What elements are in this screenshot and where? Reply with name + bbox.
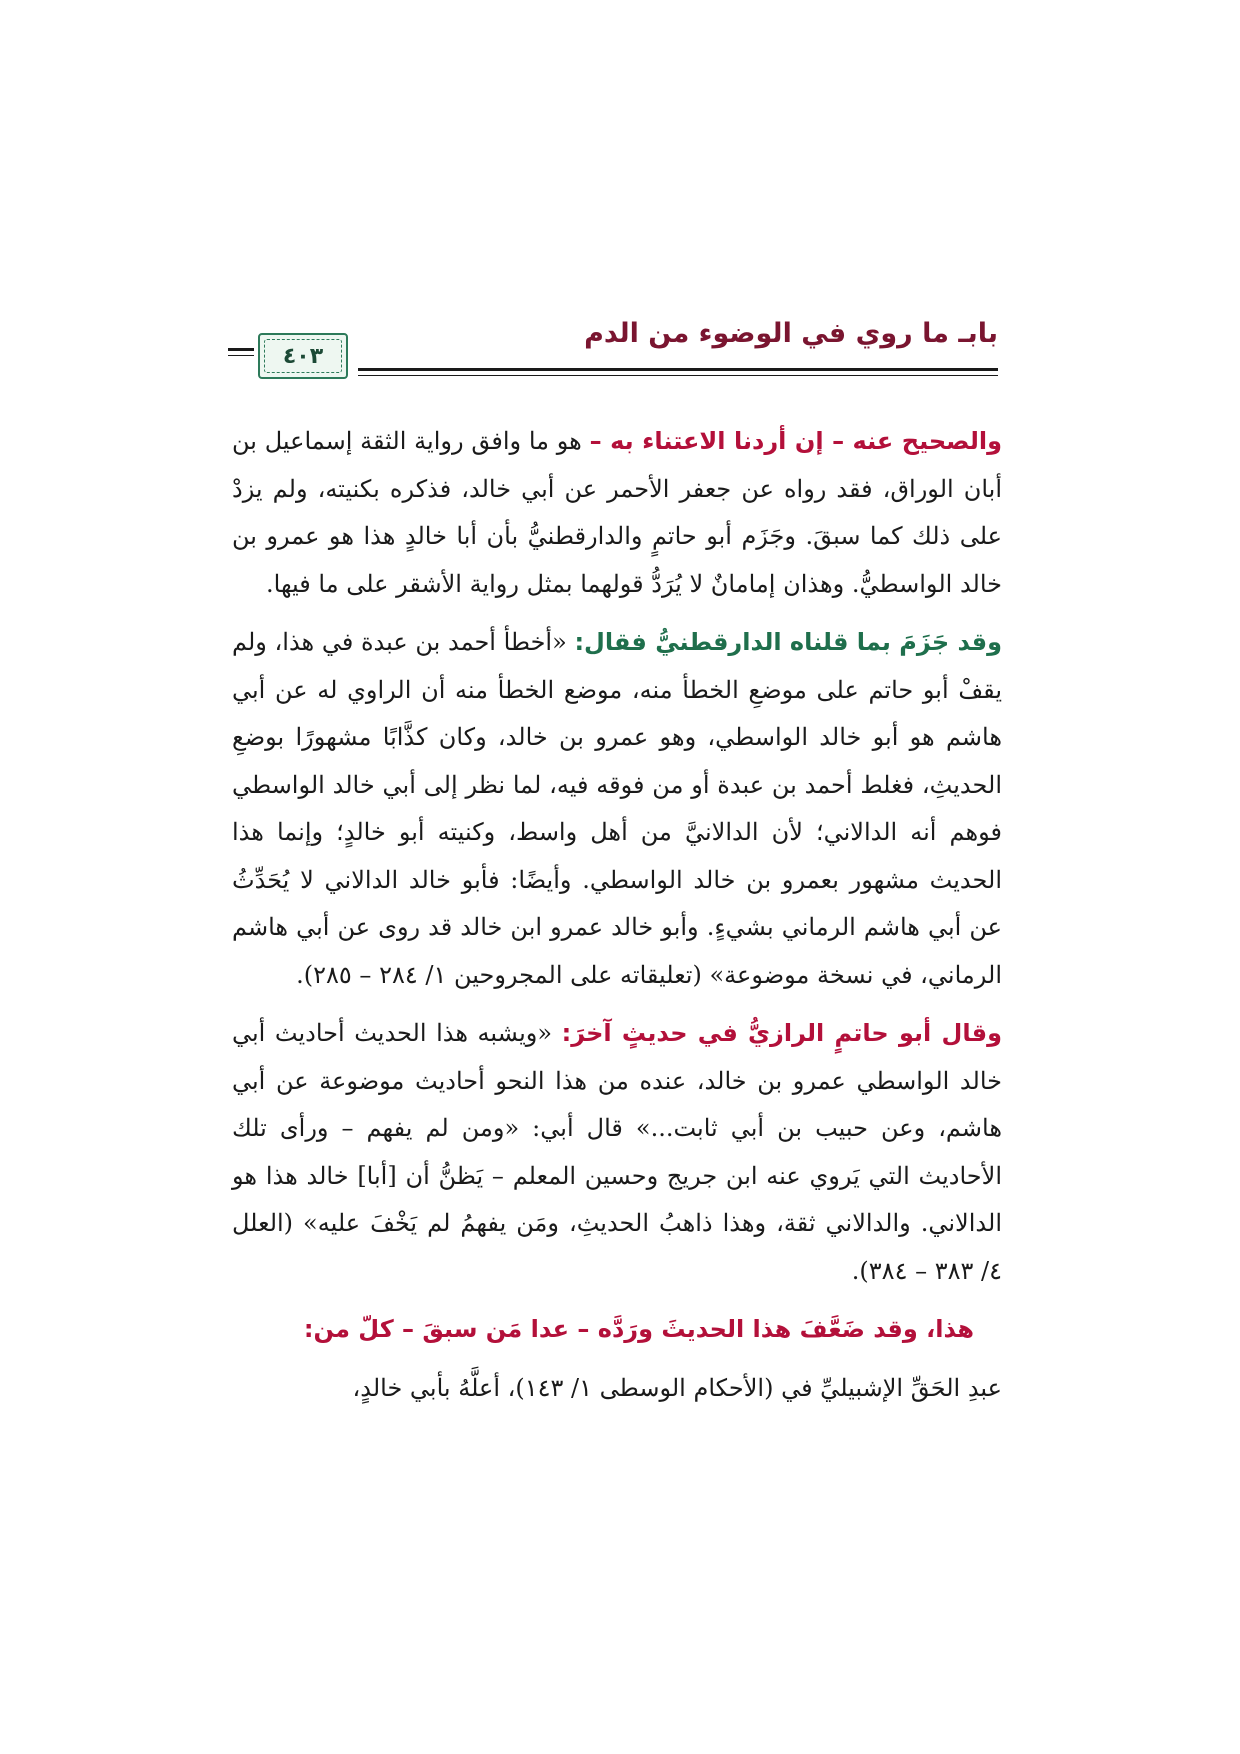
header-rule-right-bottom [358,375,998,376]
chapter-title: بابـ ما روي في الوضوء من الدم [584,318,998,349]
paragraph-2 [232,619,1002,999]
section-heading: هذا، وقد ضَعَّفَ هذا الحديثَ ورَدَّه – عدا مَن سبقَ – كلّ من: [303,1315,974,1343]
paragraph-3-lead: وقال أبو حاتمٍ الرازيُّ في حديثٍ آخرَ: [561,1019,1003,1047]
main-text [232,418,1002,1423]
header-rule-left-top [228,348,254,351]
last-line: عبدِ الحَقِّ الإشبيليِّ في (الأحكام الوسطى ١/ ١٤٣)، أعلَّهُ بأبي خالدٍ، [352,1373,1002,1402]
paragraph-2-lead: وقد جَزَمَ بما قلناه الدارقطنيُّ فقال: [574,628,1002,656]
page-number-badge [258,333,348,379]
page-header [228,318,998,388]
header-rule-left-bottom [228,355,254,356]
page-number: ٤٠٣ [282,343,324,369]
paragraph-1 [232,418,1002,608]
paragraph-3-text: «ويشبه هذا الحديث أحاديث أبي خالد الواسطي عمرو بن خالد، عنده من هذا النحو أحاديث موضوعة عن أبي هاشم، وعن حبيب بن أبي ثابت...» قال أبي: «ومن لم يفهم – ورأى تلك الأحاديث التي يَروي عنه ابن جريج وحسين المعلم – يَظنُّ أن [أبا] خالد هذا هو الدالاني. والدالاني ثقة، وهذا ذاهبُ الحديثِ، ومَن يفهمُ لم يَخْفَ عليه» (العلل ٤/ ٣٨٣ – ٣٨٤). [232,1019,1002,1285]
paragraph-1-lead: والصحيح عنه – إن أردنا الاعتناء به – [589,427,1002,455]
paragraph-1-text: هو ما وافق رواية الثقة إسماعيل بن أبان الوراق، فقد رواه عن جعفر الأحمر عن أبي خالد، فذكره بكنيته، ولم يزدْ على ذلك كما سبقَ. وجَزَم أبو حاتمٍ والدارقطنيُّ بأن أبا خالدٍ هذا هو عمرو بن خالد الواسطيُّ. وهذان إمامانٌ لا يُرَدُّ قولهما بمثل رواية الأشقر على ما فيها. [232,427,1003,598]
paragraph-2-text: «أخطأ أحمد بن عبدة في هذا، ولم يقفْ أبو حاتم على موضعِ الخطأ منه، موضع الخطأ منه أن الراوي له عن أبي هاشم هو أبو خالد الواسطي، وهو عمرو بن خالد، وكان كذَّابًا مشهورًا بوضعِ الحديثِ، فغلط أحمد بن عبدة أو من فوقه فيه، لما نظر إلى أبي خالد الواسطي فوهم أنه الدالاني؛ لأن الدالانيَّ من أهل واسط، وكنيته أبو خالدٍ؛ وإنما هذا الحديث مشهور بعمرو بن خالد الواسطي. وأيضًا: فأبو خالد الدالاني لا يُحَدِّثُ عن أبي هاشم الرماني بشيءٍ. وأبو خالد عمرو ابن خالد قد روى عن أبي هاشم الرماني، في نسخة موضوعة» (تعليقاته على المجروحين ١/ ٢٨٤ – ٢٨٥). [232,628,1002,989]
paragraph-3 [232,1010,1002,1295]
header-rule-right-top [358,368,998,371]
section-heading-line [232,1306,1002,1354]
